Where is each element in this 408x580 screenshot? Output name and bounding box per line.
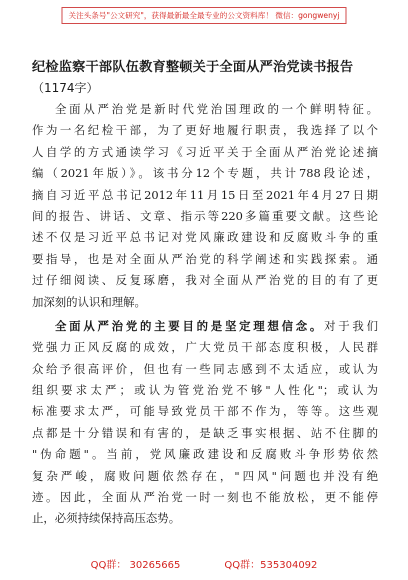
paragraph-line: 全面从严治党是新时代党治国理政的一个鲜明特征。: [55, 102, 378, 116]
paragraph-line: 摘自习近平总书记2012年11月15日至2021年4月27日期: [32, 187, 378, 202]
paragraph-lead-tail: 对于我们: [324, 318, 378, 333]
paragraph-line: 点都是十分错误和有害的，是缺乏事实根据、站不住脚的: [32, 425, 378, 440]
paragraph-line: 述不仅是习近平总书记对党风廉政建设和反腐败斗争的重: [32, 230, 378, 245]
promo-banner: 关注头条号"公文研究"，获得最新最全最专业的公文资料库！ 微信：gongwenyj: [61, 7, 346, 24]
paragraph-line: 组织要求太严；或认为管党治党不够"人性化"；或认为: [32, 383, 378, 398]
paragraph-line: 加深刻的认识和理解。: [32, 294, 146, 309]
paragraph-line: 复杂严峻，腐败问题依然存在，"四风"问题也并没有绝: [32, 468, 378, 483]
footer-qq-group-2: QQ群：535304092: [224, 560, 318, 571]
paragraph-lead-line: [32, 316, 378, 337]
paragraph-line: 标准要求太严，可能导致党员干部不作为，等等。这些观: [32, 404, 378, 419]
paragraph-line: 要指导，也是对全面从严治党的科学阐述和实践探索。通: [32, 251, 378, 266]
paragraph-line: "伪命题"。当前，党风廉政建设和反腐败斗争形势依然: [32, 447, 378, 462]
footer-qq-group-1: QQ群： 30265665: [90, 560, 181, 571]
paragraph-line: 过仔细阅读、反复琢磨，我对全面从严治党的目的有了更: [32, 273, 378, 288]
paragraph-line: 人自学的方式通读学习《习近平关于全面从严治党论述摘: [32, 144, 378, 159]
word-count: （1174字）: [32, 81, 99, 95]
paragraph-line: 止，必须持续保持高压态势。: [32, 511, 181, 526]
document-body: [32, 99, 378, 530]
document-title: 纪检监察干部队伍教育整顿关于全面从严治党读书报告: [32, 60, 354, 75]
paragraph-line: 迹。因此，全面从严治党一时一刻也不能放松，更不能停: [32, 490, 378, 505]
paragraph-line: 作为一名纪检干部，为了更好地履行职责，我选择了以个: [32, 123, 378, 138]
paragraph-2: [32, 316, 378, 530]
paragraph-line: 间的报告、讲话、文章、指示等220多篇重要文献。这些论: [32, 208, 378, 223]
paragraph-line: 党强力正风反腐的成效，广大党员干部态度积极，人民群: [32, 340, 378, 355]
footer: [0, 556, 408, 571]
paragraph-line: 编（2021年版）》。该书分12个专题，共计788段论述，: [32, 166, 378, 181]
paragraph-1: [32, 99, 378, 313]
paragraph-line: 众给予很高评价，但也有一些同志感到不太适应，或认为: [32, 361, 378, 376]
paragraph-lead-bold: 全面从严治党的主要目的是坚定理想信念。: [55, 318, 325, 333]
